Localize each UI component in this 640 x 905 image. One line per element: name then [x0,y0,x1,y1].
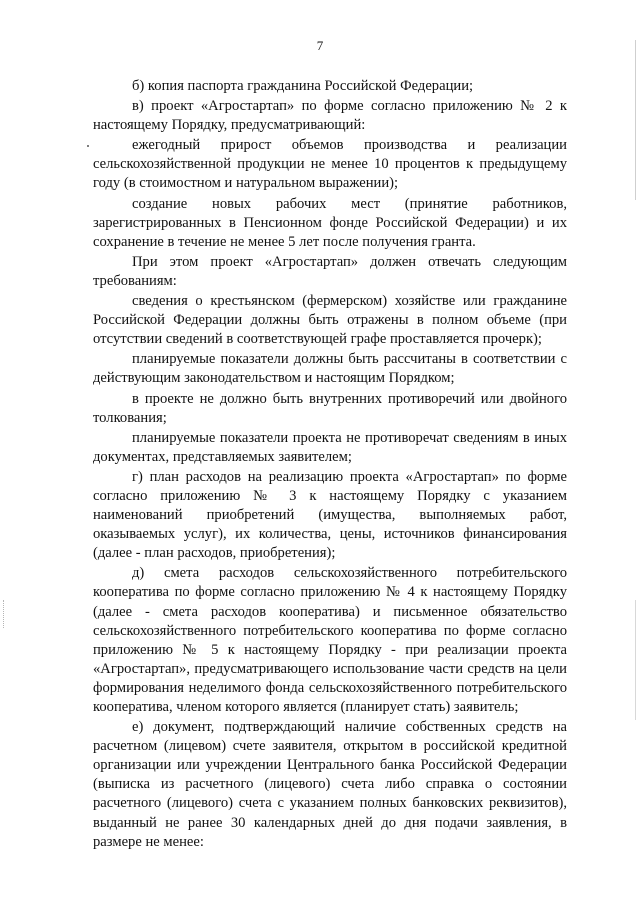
paragraph-new-jobs: создание новых рабочих мест (принятие работников, зарегистрированных в Пенсионном фонде Российской Федерации) и их сохранение в течение не менее 5 лет после получения гранта. [93,195,567,250]
paragraph-annual-growth-text: ежегодный прирост объемов производства и реализации сельскохозяйственной продукции не менее 10 процентов к предыдущему году (в стоимостном и натуральном выражении); [93,137,567,192]
scan-edge-line [635,40,636,200]
paragraph-agrostartup-project: в) проект «Агростартап» по форме согласно приложению № 2 к настоящему Порядку, предусматривающий: [93,98,567,134]
bullet-marker [87,145,89,147]
scan-edge-dots [3,600,5,628]
paragraph-planned-indicators: планируемые показатели должны быть рассчитаны в соответствии с действующим законодательством и настоящим Порядком; [93,351,567,387]
paragraph-no-contradictions: в проекте не должно быть внутренних противоречий или двойного толкования; [93,390,567,426]
paragraph-own-funds-document: е) документ, подтверждающий наличие собственных средств на расчетном (лицевом) счете заявителя, открытом в российской кредитной организации или учреждении Центрального банка Российской Федерации (выписка из расчетного (лицевого) счета либо справка о состоянии расчетного (лицевого) счета с указанием полных банковских реквизитов), выданный не ранее 30 календарных дней до дня подачи заявления, в размере не менее: [93,719,567,850]
paragraph-expense-plan: г) план расходов на реализацию проекта «Агростартап» по форме согласно приложению № 3 к настоящему Порядку с указанием наименований приобретений (имущества, выполняемых работ, оказываемых услуг), их количества, цены, источников финансирования (далее - план расходов, приобретения); [93,468,567,562]
paragraph-cooperative-estimate: д) смета расходов сельскохозяйственного потребительского кооператива по форме согласно приложению № 4 к настоящему Порядку (далее - смета расходов кооператива) и письменное обязательство сельскохозяйственного потребительского кооператива по форме согласно приложению № 5 к настоящему Порядку - при реализации проекта «Агростартап», предусматривающего использование части средств на цели формирования неделимого фонда сельскохозяйственного потребительского кооператива, членом которого является (планирует стать) заявитель; [93,565,567,715]
scan-edge-line-lower [635,600,636,720]
paragraph-annual-growth [93,136,567,193]
paragraph-project-requirements: При этом проект «Агростартап» должен отвечать следующим требованиям: [93,253,567,289]
paragraph-passport-copy: б) копия паспорта гражданина Российской Федерации; [132,78,474,94]
document-body [93,77,567,853]
paragraph-indicators-consistency: планируемые показатели проекта не противоречат сведениям в иных документах, представляемых заявителем; [93,429,567,465]
paragraph-farm-info: сведения о крестьянском (фермерском) хозяйстве или гражданине Российской Федерации должны быть отражены в полном объеме (при отсутствии сведений в соответствующей графе проставляется прочерк); [93,293,567,348]
page-number: 7 [316,38,324,53]
